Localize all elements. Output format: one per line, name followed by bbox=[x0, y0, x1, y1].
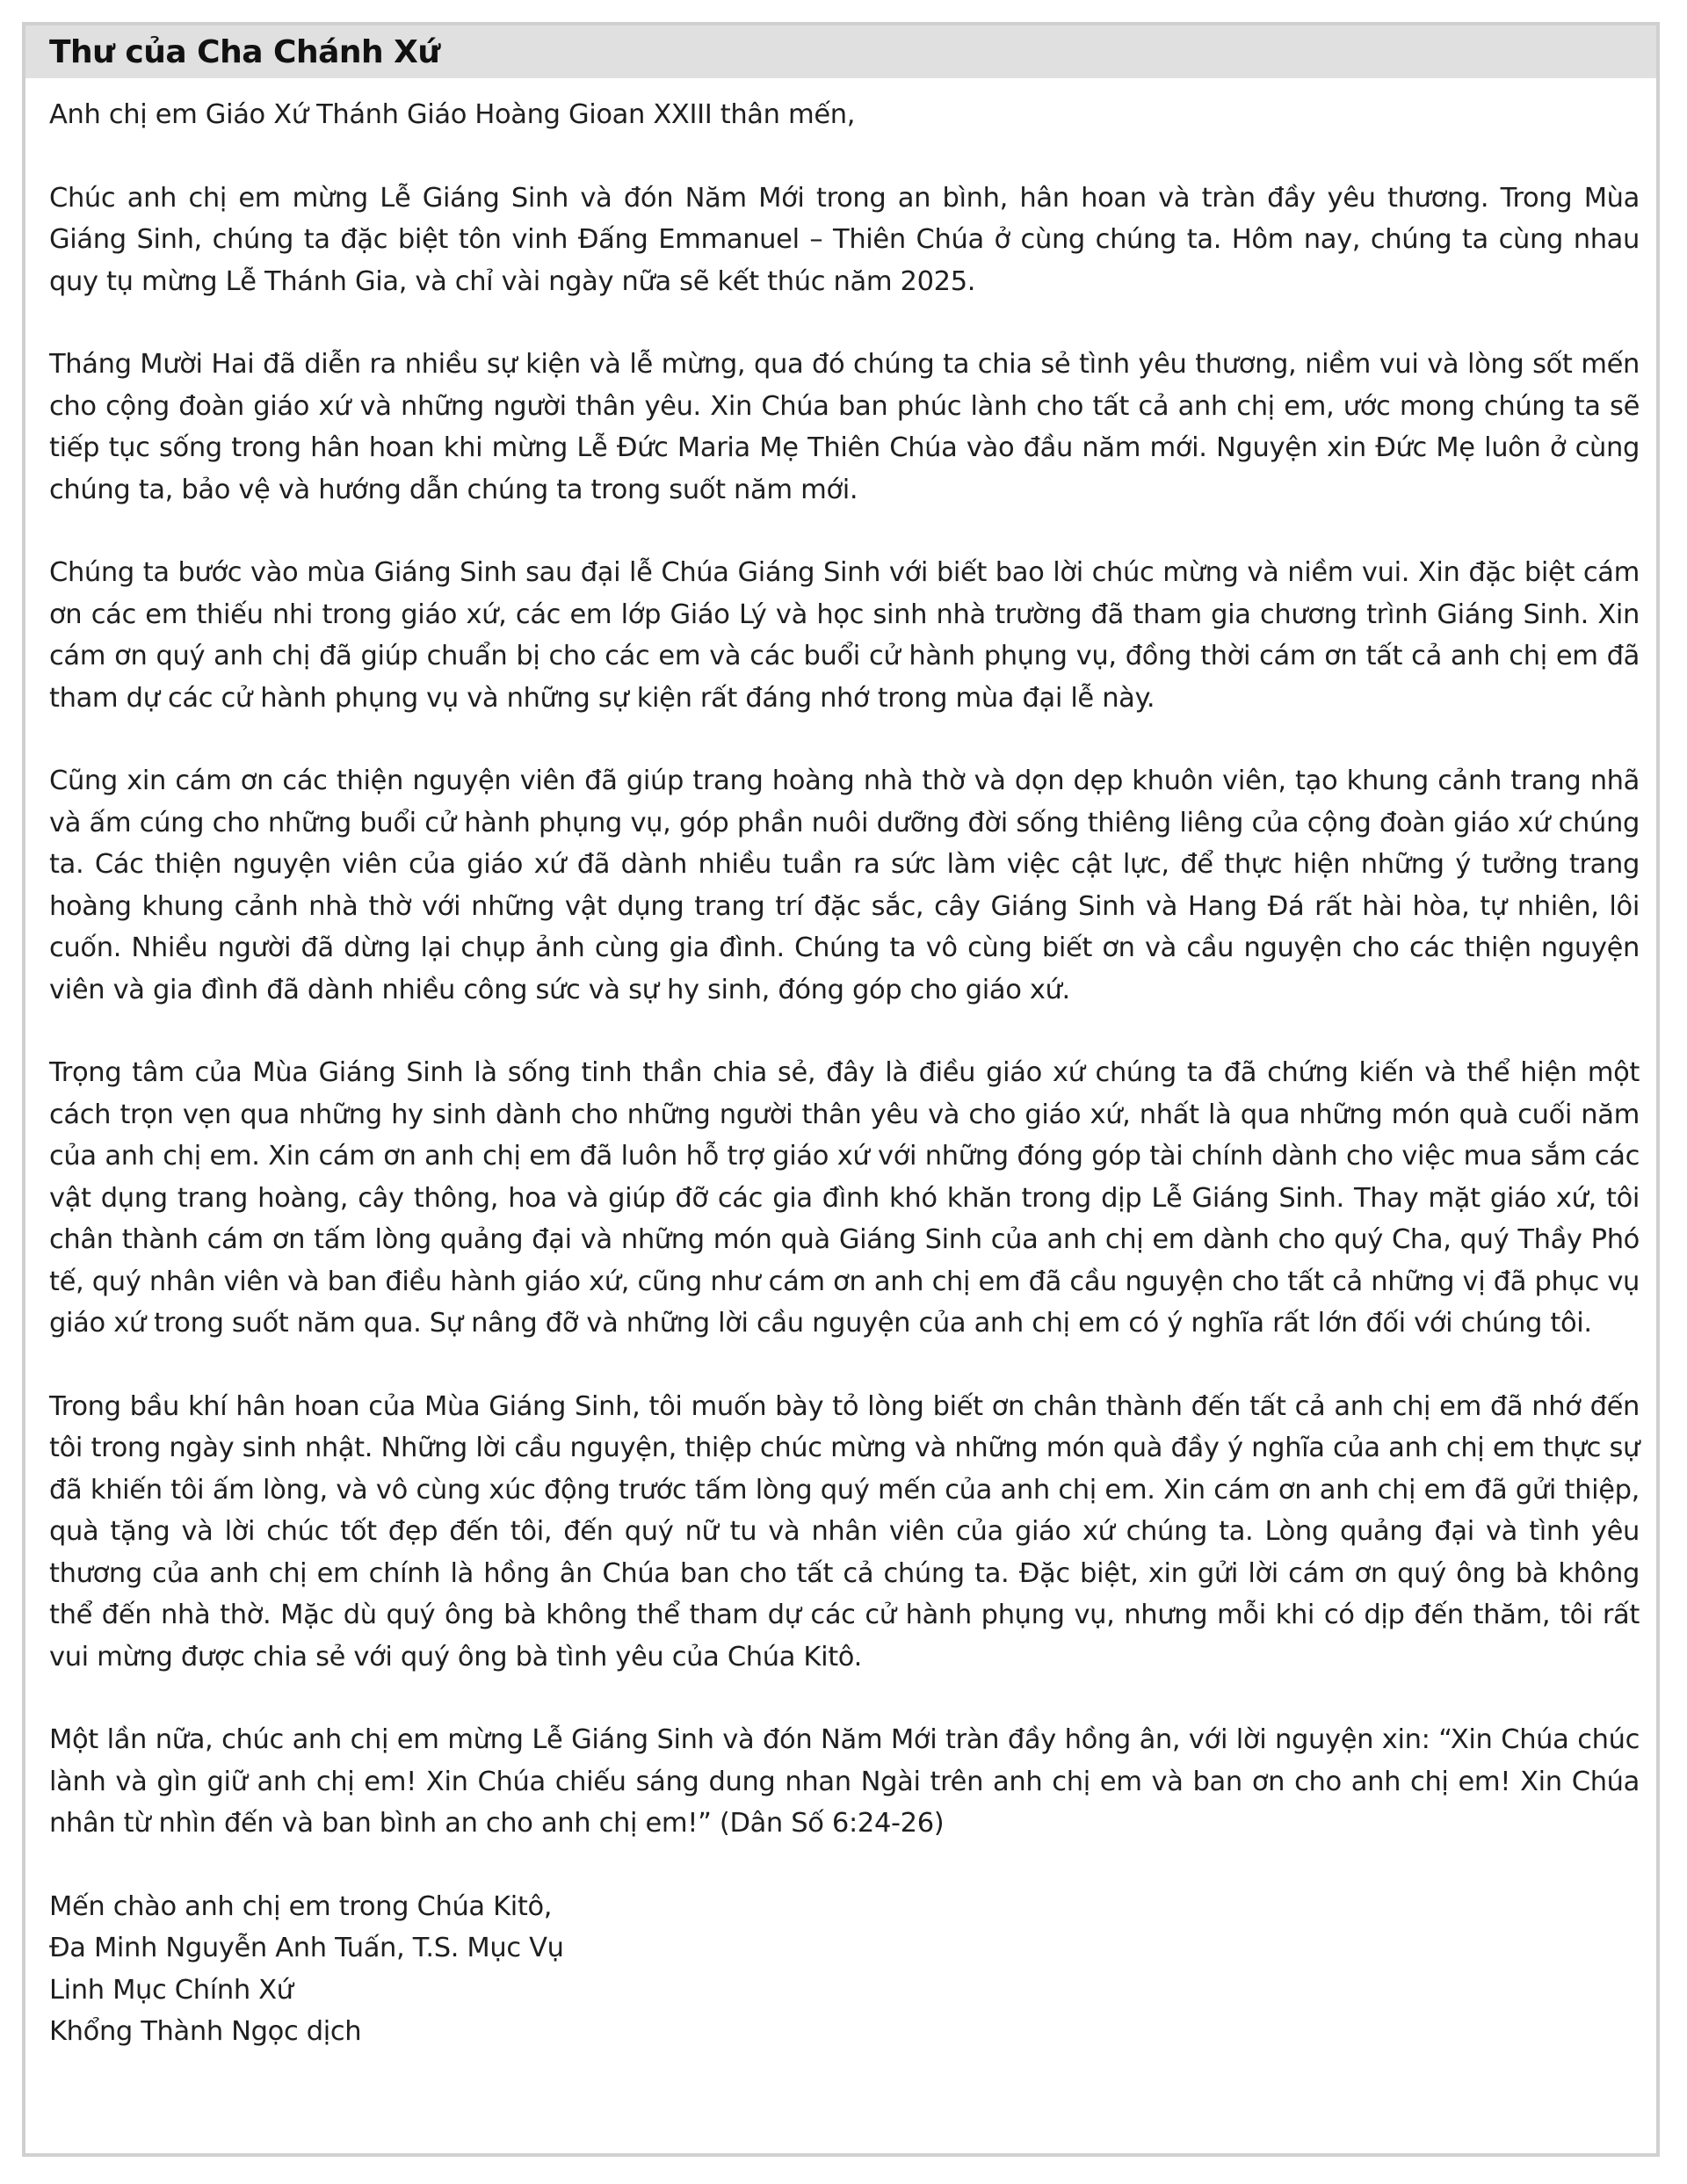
letter-greeting: Anh chị em Giáo Xứ Thánh Giáo Hoàng Gioan XXIII thân mến, bbox=[49, 99, 856, 130]
signature-role: Linh Mục Chính Xứ bbox=[49, 1974, 293, 2006]
letter-paragraph: Trọng tâm của Mùa Giáng Sinh là sống tinh thần chia sẻ, đây là điều giáo xứ chúng ta đã chứng kiến và thể hiện một cách trọn vẹn qua những hy sinh dành cho những người thân yêu và cho giáo xứ, nhất là qua những món quà cuối năm của anh chị em. Xin cám ơn anh chị em đã luôn hỗ trợ giáo xứ với những đóng góp tài chính dành cho việc mua sắm các vật dụng trang hoàng, cây thông, hoa và giúp đỡ các gia đình khó khăn trong dịp Lễ Giáng Sinh. Thay mặt giáo xứ, tôi chân thành cám ơn tấm lòng quảng đại và những món quà Giáng Sinh của anh chị em dành cho quý Cha, quý Thầy Phó tế, quý nhân viên và ban điều hành giáo xứ, cũng như cám ơn anh chị em đã cầu nguyện cho tất cả những vị đã phục vụ giáo xứ trong suốt năm qua. Sự nâng đỡ và những lời cầu nguyện của anh chị em có ý nghĩa rất lớn đối với chúng tôi. bbox=[49, 1057, 1640, 1339]
letter-title: Thư của Cha Chánh Xứ bbox=[49, 33, 440, 70]
letter-paragraph: Chúng ta bước vào mùa Giáng Sinh sau đại lễ Chúa Giáng Sinh với biết bao lời chúc mừng và niềm vui. Xin đặc biệt cám ơn các em thiếu nhi trong giáo xứ, các em lớp Giáo Lý và học sinh nhà trường đã tham gia chương trình Giáng Sinh. Xin cám ơn quý anh chị đã giúp chuẩn bị cho các em và các buổi cử hành phụng vụ, đồng thời cám ơn tất cả anh chị em đã tham dự các cử hành phụng vụ và những sự kiện rất đáng nhớ trong mùa đại lễ này. bbox=[49, 557, 1640, 714]
signature-name: Đa Minh Nguyễn Anh Tuấn, T.S. Mục Vụ bbox=[49, 1933, 564, 1963]
letter-paragraph: Chúc anh chị em mừng Lễ Giáng Sinh và đón Năm Mới trong an bình, hân hoan và tràn đầy yêu thương. Trong Mùa Giáng Sinh, chúng ta đặc biệt tôn vinh Đấng Emmanuel – Thiên Chúa ở cùng chúng ta. Hôm nay, chúng ta cùng nhau quy tụ mừng Lễ Thánh Gia, và chỉ vài ngày nữa sẽ kết thúc năm 2025. bbox=[49, 182, 1640, 297]
letter-paragraph: Một lần nữa, chúc anh chị em mừng Lễ Giáng Sinh và đón Năm Mới tràn đầy hồng ân, với lời nguyện xin: “Xin Chúa chúc lành và gìn giữ anh chị em! Xin Chúa chiếu sáng dung nhan Ngài trên anh chị em và ban ơn cho anh chị em! Xin Chúa nhân từ nhìn đến và ban bình an cho anh chị em!” (Dân Số 6:24-26) bbox=[49, 1724, 1640, 1839]
letter-paragraph: Tháng Mười Hai đã diễn ra nhiều sự kiện và lễ mừng, qua đó chúng ta chia sẻ tình yêu thương, niềm vui và lòng sốt mến cho cộng đoàn giáo xứ và những người thân yêu. Xin Chúa ban phúc lành cho tất cả anh chị em, ước mong chúng ta sẽ tiếp tục sống trong hân hoan khi mừng Lễ Đức Maria Mẹ Thiên Chúa vào đầu năm mới. Nguyện xin Đức Mẹ luôn ở cùng chúng ta, bảo vệ và hướng dẫn chúng ta trong suốt năm mới. bbox=[49, 349, 1640, 505]
letter-closing bbox=[49, 1886, 1640, 2053]
translator-credit: Khổng Thành Ngọc dịch bbox=[49, 2016, 362, 2047]
letter-paragraph: Cũng xin cám ơn các thiện nguyện viên đã giúp trang hoàng nhà thờ và dọn dẹp khuôn viên, tạo khung cảnh trang nhã và ấm cúng cho những buổi cử hành phụng vụ, góp phần nuôi dưỡng đời sống thiêng liêng của cộng đoàn giáo xứ chúng ta. Các thiện nguyện viên của giáo xứ đã dành nhiều tuần ra sức làm việc cật lực, để thực hiện những ý tưởng trang hoàng khung cảnh nhà thờ với những vật dụng trang trí đặc sắc, cây Giáng Sinh và Hang Đá rất hài hòa, tự nhiên, lôi cuốn. Nhiều người đã dừng lại chụp ảnh cùng gia đình. Chúng ta vô cùng biết ơn và cầu nguyện cho các thiện nguyện viên và gia đình đã dành nhiều công sức và sự hy sinh, đóng góp cho giáo xứ. bbox=[49, 765, 1640, 1005]
letter-frame bbox=[22, 22, 1660, 2157]
closing-salutation: Mến chào anh chị em trong Chúa Kitô, bbox=[49, 1890, 553, 1922]
letter-body bbox=[49, 94, 1640, 2053]
letter-paragraph: Trong bầu khí hân hoan của Mùa Giáng Sinh, tôi muốn bày tỏ lòng biết ơn chân thành đến tất cả anh chị em đã nhớ đến tôi trong ngày sinh nhật. Những lời cầu nguyện, thiệp chúc mừng và những món quà đầy ý nghĩa của anh chị em thực sự đã khiến tôi ấm lòng, và vô cùng xúc động trước tấm lòng quý mến của anh chị em. Xin cám ơn anh chị em đã gửi thiệp, quà tặng và lời chúc tốt đẹp đến tôi, đến quý nữ tu và nhân viên của giáo xứ chúng ta. Lòng quảng đại và tình yêu thương của anh chị em chính là hồng ân Chúa ban cho tất cả chúng ta. Đặc biệt, xin gửi lời cám ơn quý ông bà không thể đến nhà thờ. Mặc dù quý ông bà không thể tham dự các cử hành phụng vụ, nhưng mỗi khi có dịp đến thăm, tôi rất vui mừng được chia sẻ với quý ông bà tình yêu của Chúa Kitô. bbox=[49, 1390, 1640, 1672]
title-bar bbox=[25, 25, 1656, 78]
